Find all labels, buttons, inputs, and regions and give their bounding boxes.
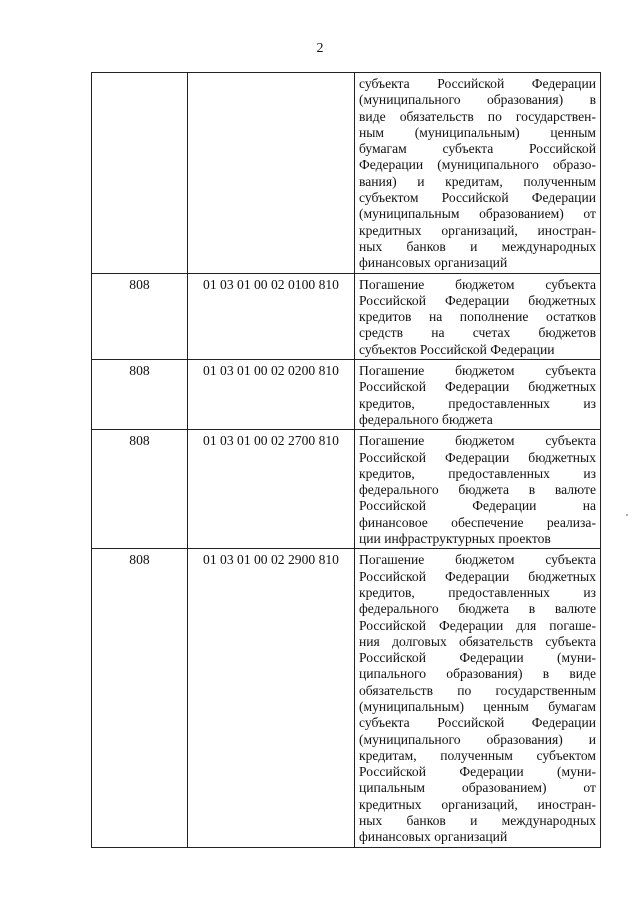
- description-line: Погашение бюджетом субъекта: [359, 276, 596, 292]
- admin-code-cell: 808: [92, 549, 188, 847]
- description-line: средств на счетах бюджетов: [359, 325, 596, 341]
- description-cell: [355, 360, 601, 430]
- admin-code-cell: 808: [92, 430, 188, 549]
- description-line: Российской Федерации бюджетных: [359, 568, 596, 584]
- description-cell: [355, 430, 601, 549]
- description-line: Российской Федерации бюджетных: [359, 379, 596, 395]
- description-line: федерального бюджета в валюте: [359, 482, 596, 498]
- description-line: кредитов, предоставленных из: [359, 465, 596, 481]
- table-row: [92, 273, 601, 359]
- description-line: Федерации (муниципального образо-: [359, 157, 596, 173]
- description-line: ным (муниципальным) ценным: [359, 124, 596, 140]
- table-body: [92, 73, 601, 848]
- admin-code-cell: 808: [92, 273, 188, 359]
- description-line: Российской Федерации (муни-: [359, 764, 596, 780]
- description-line: (муниципального образования) в: [359, 92, 596, 108]
- kbk-code-cell: 01 03 01 00 02 2700 810: [188, 430, 355, 549]
- table-row: [92, 73, 601, 274]
- description-line: ципальным образованием) от: [359, 780, 596, 796]
- description-line: кредитов, предоставленных из: [359, 395, 596, 411]
- table-row: [92, 430, 601, 549]
- description-cell: [355, 73, 601, 274]
- description-line: обязательств по государственным: [359, 682, 596, 698]
- table-row: [92, 360, 601, 430]
- description-line: ципального образования) в виде: [359, 666, 596, 682]
- description-line: виде обязательств по государствен-: [359, 108, 596, 124]
- description-line: ных банков и международных: [359, 238, 596, 254]
- description-line: кредитам, полученным субъектом: [359, 747, 596, 763]
- description-line: (муниципальным образованием) от: [359, 206, 596, 222]
- admin-code-cell: [92, 73, 188, 274]
- description-line: Российской Федерации бюджетных: [359, 449, 596, 465]
- description-line: субъектом Российской Федерации: [359, 190, 596, 206]
- description-line: Погашение бюджетом субъекта: [359, 433, 596, 449]
- description-line: кредитов на пополнение остатков: [359, 309, 596, 325]
- description-line: (муниципальным) ценным бумагам: [359, 698, 596, 714]
- description-line: финансовых организаций: [359, 829, 508, 845]
- kbk-code-cell: 01 03 01 00 02 0100 810: [188, 273, 355, 359]
- description-line: субъектов Российской Федерации: [359, 341, 555, 357]
- description-line: Российской Федерации на: [359, 498, 596, 514]
- scan-speck: [626, 514, 628, 516]
- description-line: ных банков и международных: [359, 813, 596, 829]
- budget-sources-table: [91, 72, 601, 848]
- description-cell: [355, 273, 601, 359]
- description-line: вания) и кредитам, полученным: [359, 173, 596, 189]
- description-line: ции инфраструктурных проектов: [359, 531, 551, 547]
- description-line: кредитных организаций, иностран-: [359, 222, 596, 238]
- description-line: субъекта Российской Федерации: [359, 76, 596, 91]
- page-number: 2: [316, 41, 324, 56]
- description-line: кредитов, предоставленных из: [359, 584, 596, 600]
- description-line: федерального бюджета в валюте: [359, 601, 596, 617]
- admin-code-cell: 808: [92, 360, 188, 430]
- description-line: Погашение бюджетом субъекта: [359, 363, 596, 379]
- description-line: Российской Федерации бюджетных: [359, 292, 596, 308]
- description-line: финансовое обеспечение реализа-: [359, 514, 596, 530]
- kbk-code-cell: 01 03 01 00 02 0200 810: [188, 360, 355, 430]
- description-line: федерального бюджета: [359, 411, 493, 427]
- description-cell: [355, 549, 601, 847]
- description-line: ния долговых обязательств субъекта: [359, 633, 596, 649]
- description-line: бумагам субъекта Российской: [359, 141, 596, 157]
- table-row: [92, 549, 601, 847]
- description-line: Погашение бюджетом субъекта: [359, 552, 596, 568]
- description-line: финансовых организаций: [359, 255, 508, 271]
- description-line: Российской Федерации (муни-: [359, 650, 596, 666]
- description-line: субъекта Российской Федерации: [359, 715, 596, 731]
- kbk-code-cell: 01 03 01 00 02 2900 810: [188, 549, 355, 847]
- description-line: (муниципального образования) и: [359, 731, 596, 747]
- description-line: кредитных организаций, иностран-: [359, 796, 596, 812]
- description-line: Российской Федерации для погаше-: [359, 617, 596, 633]
- kbk-code-cell: [188, 73, 355, 274]
